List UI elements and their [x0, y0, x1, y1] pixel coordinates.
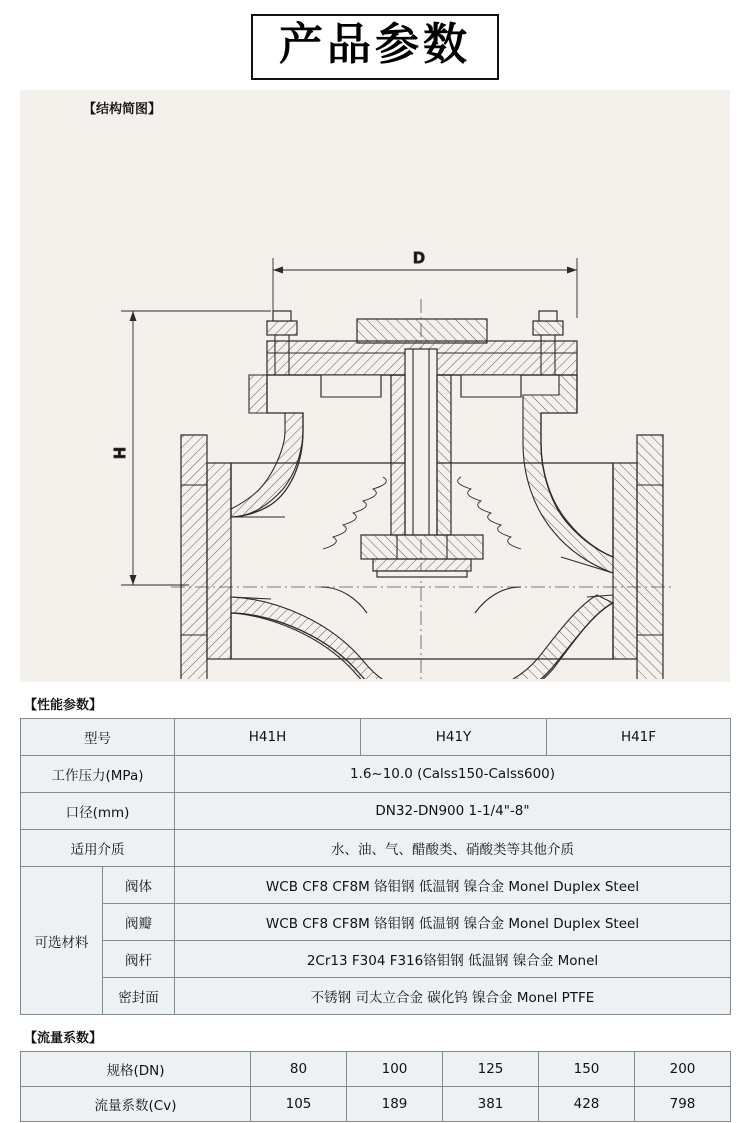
cv-value-1: 105	[251, 1087, 347, 1122]
valve-cross-section-drawing	[21, 113, 731, 679]
dimension-d-label: D	[413, 250, 425, 268]
dn-value-3: 125	[443, 1052, 539, 1087]
table-row-model	[21, 719, 731, 756]
table-row-material-seat	[21, 978, 731, 1015]
valve-stem	[391, 349, 451, 535]
material-part-disc: 阀瓣	[103, 904, 175, 941]
material-part-body: 阀体	[103, 867, 175, 904]
material-value-seat: 不锈钢 司太立合金 碳化钨 镍合金 Monel PTFE	[175, 978, 731, 1015]
left-flange	[181, 435, 231, 679]
dimension-d	[273, 258, 577, 318]
table-row-medium	[21, 830, 731, 867]
structure-diagram-panel	[20, 90, 730, 682]
right-flange	[613, 435, 663, 679]
cv-value-4: 428	[539, 1087, 635, 1122]
model-label: 型号	[21, 719, 175, 756]
performance-table	[20, 718, 731, 1015]
valve-disc	[361, 535, 483, 577]
size-label: 口径(mm)	[21, 793, 175, 830]
cv-value-2: 189	[347, 1087, 443, 1122]
table-row-cv	[21, 1087, 731, 1122]
table-row-pressure	[21, 756, 731, 793]
table-row-size	[21, 793, 731, 830]
flow-coefficient-table	[20, 1051, 731, 1122]
material-value-stem: 2Cr13 F304 F316铬钼钢 低温钢 镍合金 Monel	[175, 941, 731, 978]
medium-value: 水、油、气、醋酸类、硝酸类等其他介质	[175, 830, 731, 867]
medium-label: 适用介质	[21, 830, 175, 867]
dn-value-4: 150	[539, 1052, 635, 1087]
body-wall-left	[231, 375, 403, 679]
performance-section-label: 【性能参数】	[24, 698, 103, 714]
model-h41f: H41F	[547, 719, 731, 756]
dimension-h-label: H	[112, 447, 129, 459]
material-value-body: WCB CF8 CF8M 铬钼钢 低温钢 镍合金 Monel Duplex Steel	[175, 867, 731, 904]
cv-label: 流量系数(Cv)	[21, 1087, 251, 1122]
page-title: 产品参数	[251, 14, 499, 80]
material-part-stem: 阀杆	[103, 941, 175, 978]
dn-value-1: 80	[251, 1052, 347, 1087]
table-row-material-disc	[21, 904, 731, 941]
body-wall-right	[461, 375, 613, 679]
table-row-dn	[21, 1052, 731, 1087]
model-h41h: H41H	[175, 719, 361, 756]
material-value-disc: WCB CF8 CF8M 铬钼钢 低温钢 镍合金 Monel Duplex Steel	[175, 904, 731, 941]
cv-value-5: 798	[635, 1087, 731, 1122]
dn-label: 规格(DN)	[21, 1052, 251, 1087]
pressure-label: 工作压力(MPa)	[21, 756, 175, 793]
page-title-wrapper	[0, 0, 750, 90]
size-value: DN32-DN900 1-1/4"-8"	[175, 793, 731, 830]
flow-section-label: 【流量系数】	[24, 1031, 103, 1047]
structure-diagram-label: 【结构简图】	[83, 102, 162, 118]
material-part-seat: 密封面	[103, 978, 175, 1015]
table-row-material-stem	[21, 941, 731, 978]
pressure-value: 1.6~10.0 (Calss150-Calss600)	[175, 756, 731, 793]
model-h41y: H41Y	[361, 719, 547, 756]
material-label: 可选材料	[21, 867, 103, 1015]
dn-value-2: 100	[347, 1052, 443, 1087]
cv-value-3: 381	[443, 1087, 539, 1122]
table-row-material-body	[21, 867, 731, 904]
dn-value-5: 200	[635, 1052, 731, 1087]
